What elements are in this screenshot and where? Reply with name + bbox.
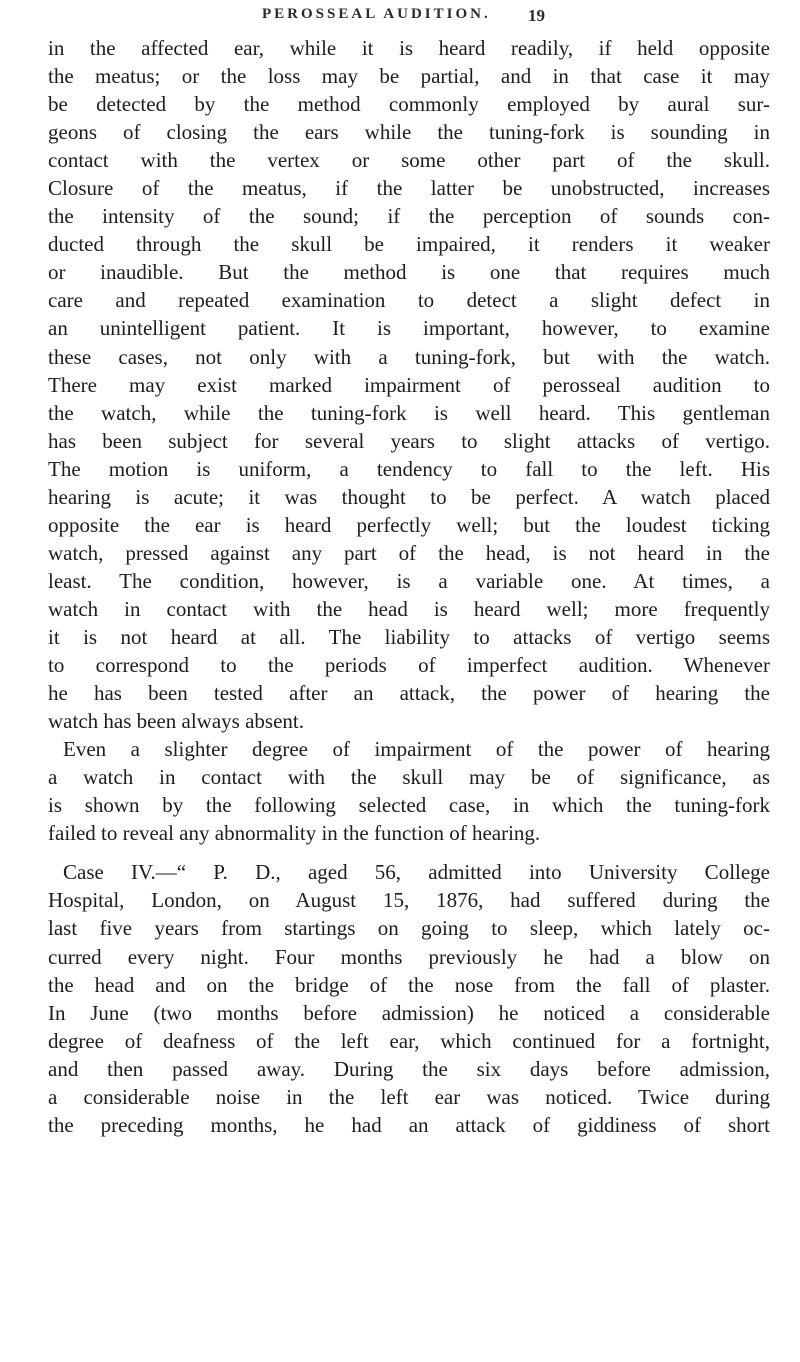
- text-line: Hospital, London, on August 15, 1876, had suffered during the: [48, 888, 770, 913]
- text-line: geons of closing the ears while the tuning-fork is sounding in: [48, 120, 770, 145]
- text-line: opposite the ear is heard perfectly well; but the loudest ticking: [48, 512, 770, 537]
- text-line: curred every night. Four months previously he had a blow on: [48, 944, 770, 969]
- text-line: The motion is uniform, a tendency to fall to the left. His: [48, 456, 770, 481]
- body-text: [48, 34, 770, 1139]
- text-line: be detected by the method commonly employed by aural sur-: [48, 92, 770, 117]
- text-line: ducted through the skull be impaired, it renders it weaker: [48, 232, 770, 257]
- running-title: PEROSSEAL AUDITION.: [262, 6, 491, 22]
- paragraph-gap: [48, 847, 770, 858]
- text-line: There may exist marked impairment of perosseal audition to: [48, 372, 770, 397]
- text-line: a considerable noise in the left ear was noticed. Twice during: [48, 1084, 770, 1109]
- text-line: Closure of the meatus, if the latter be unobstructed, increases: [48, 176, 770, 201]
- text-line: In June (two months before admission) he noticed a considerable: [48, 1000, 770, 1025]
- text-line: Case IV.—“ P. D., aged 56, admitted into University College: [63, 860, 770, 885]
- text-line: the meatus; or the loss may be partial, and in that case it may: [48, 64, 770, 89]
- text-line: the head and on the bridge of the nose from the fall of plaster.: [48, 972, 770, 997]
- text-line: the intensity of the sound; if the perception of sounds con-: [48, 204, 770, 229]
- text-line: it is not heard at all. The liability to attacks of vertigo seems: [48, 624, 770, 649]
- text-line: last five years from startings on going to sleep, which lately oc-: [48, 916, 770, 941]
- text-line: Even a slighter degree of impairment of the power of hearing: [63, 737, 770, 762]
- text-line: the watch, while the tuning-fork is well heard. This gentleman: [48, 400, 770, 425]
- text-line: these cases, not only with a tuning-fork, but with the watch.: [48, 344, 770, 369]
- text-line: failed to reveal any abnormality in the function of hearing.: [48, 821, 541, 846]
- text-line: or inaudible. But the method is one that requires much: [48, 260, 770, 285]
- running-head: [0, 6, 800, 30]
- text-line: contact with the vertex or some other part of the skull.: [48, 148, 770, 173]
- text-line: watch has been always absent.: [48, 709, 304, 734]
- text-line: has been subject for several years to slight attacks of vertigo.: [48, 428, 770, 453]
- text-line: in the affected ear, while it is heard readily, if held opposite: [48, 36, 770, 60]
- text-line: is shown by the following selected case, in which the tuning-fork: [48, 793, 770, 818]
- text-line: and then passed away. During the six days before admission,: [48, 1056, 770, 1081]
- text-line: care and repeated examination to detect a slight defect in: [48, 288, 770, 313]
- text-line: a watch in contact with the skull may be of significance, as: [48, 765, 770, 790]
- text-line: watch, pressed against any part of the head, is not heard in the: [48, 540, 770, 565]
- page-number: 19: [528, 6, 545, 25]
- text-line: to correspond to the periods of imperfect audition. Whenever: [48, 653, 770, 678]
- text-line: he has been tested after an attack, the power of hearing the: [48, 681, 770, 706]
- text-line: watch in contact with the head is heard well; more frequently: [48, 596, 770, 621]
- text-line: the preceding months, he had an attack of giddiness of short: [48, 1112, 770, 1137]
- text-line: degree of deafness of the left ear, which continued for a fortnight,: [48, 1028, 770, 1053]
- text-line: an unintelligent patient. It is important, however, to examine: [48, 316, 770, 341]
- text-line: hearing is acute; it was thought to be perfect. A watch placed: [48, 484, 770, 509]
- text-line: least. The condition, however, is a variable one. At times, a: [48, 568, 770, 593]
